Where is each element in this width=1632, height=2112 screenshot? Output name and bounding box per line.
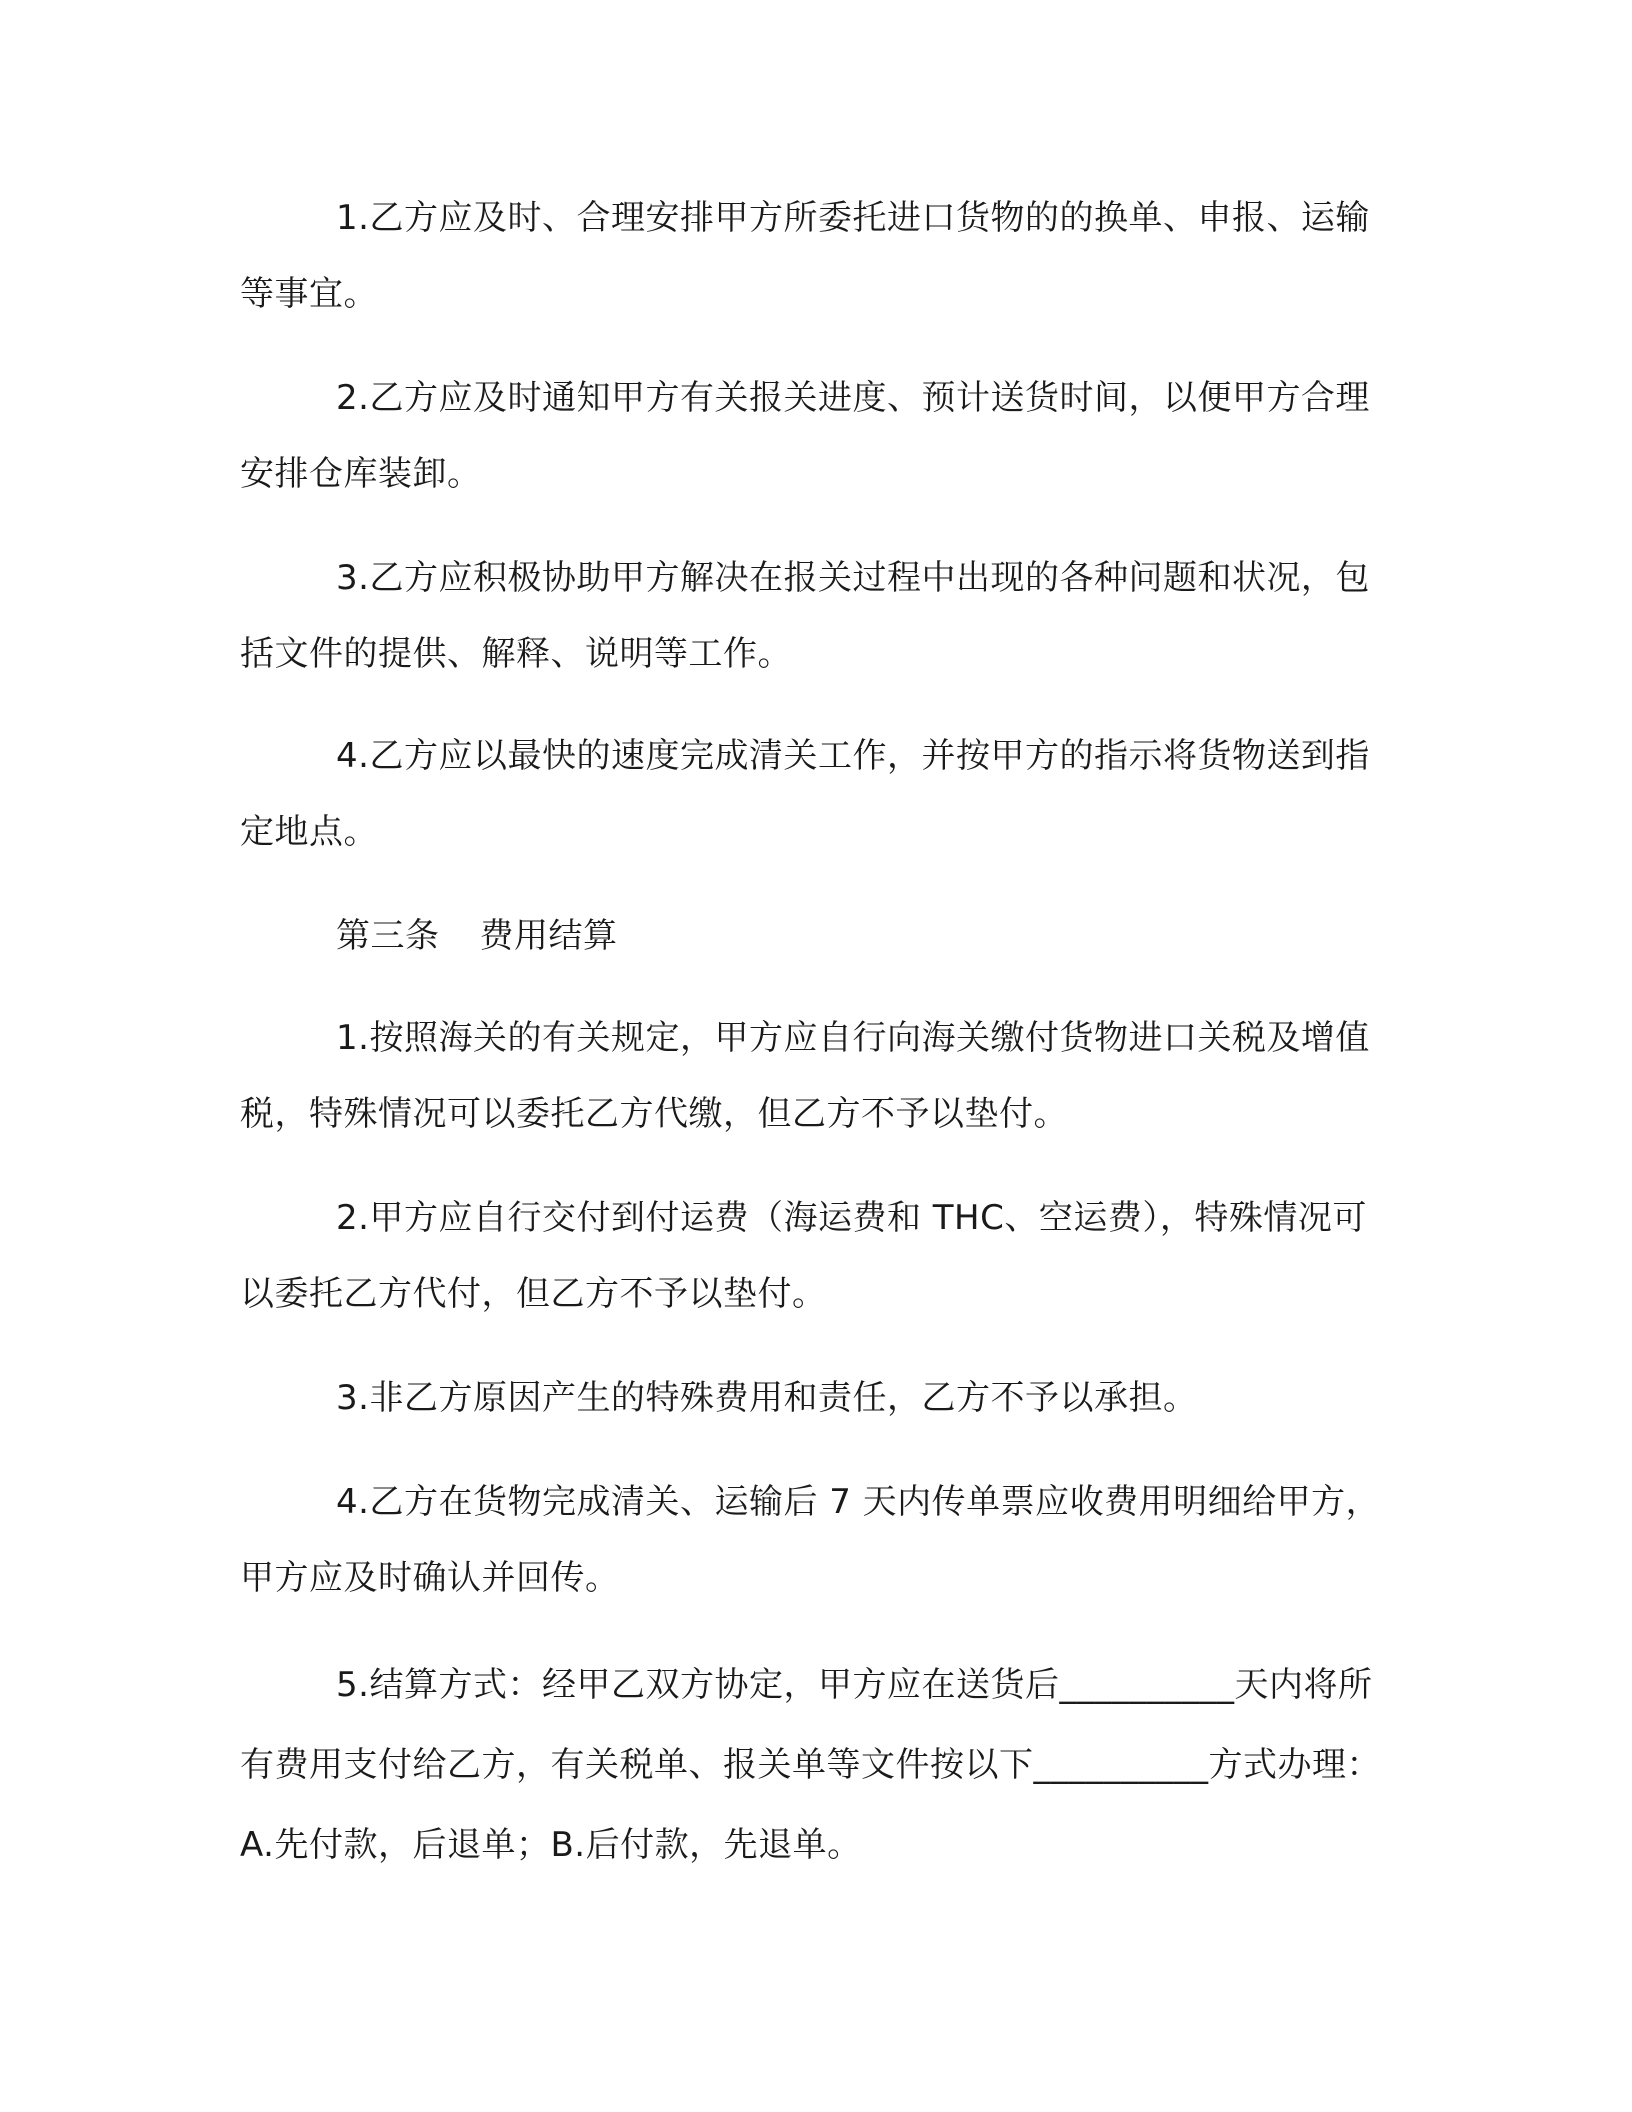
paragraph-obligation-4: 4.乙方应以最快的速度完成清关工作，并按甲方的指示将货物送到指定地点。 bbox=[240, 736, 1370, 852]
paragraph-fee-3: 3.非乙方原因产生的特殊费用和责任，乙方不予以承担。 bbox=[336, 1378, 1198, 1418]
section-number: 第三条 bbox=[336, 916, 440, 956]
paragraph-obligation-3: 3.乙方应积极协助甲方解决在报关过程中出现的各种问题和状况，包括文件的提供、解释、说明等工作。 bbox=[240, 558, 1370, 674]
paragraph-fee-1: 1.按照海关的有关规定，甲方应自行向海关缴付货物进口关税及增值税，特殊情况可以委托乙方代缴，但乙方不予以垫付。 bbox=[240, 1018, 1370, 1134]
section-title: 费用结算 bbox=[479, 916, 618, 956]
paragraph-obligation-1: 1.乙方应及时、合理安排甲方所委托进口货物的的换单、申报、运输等事宜。 bbox=[240, 198, 1370, 314]
paragraph-fee-5: 5.结算方式：经甲乙双方协定，甲方应在送货后__________天内将所有费用支付给乙方，有关税单、报关单等文件按以下__________方式办理：A.先付款，后退单；B.后付款，先退单。 bbox=[240, 1665, 1381, 1865]
paragraph-obligation-2: 2.乙方应及时通知甲方有关报关进度、预计送货时间，以便甲方合理安排仓库装卸。 bbox=[240, 378, 1370, 494]
paragraph-fee-2: 2.甲方应自行交付到付运费（海运费和 THC、空运费），特殊情况可以委托乙方代付，但乙方不予以垫付。 bbox=[240, 1198, 1367, 1314]
paragraph-fee-4: 4.乙方在货物完成清关、运输后 7 天内传单票应收费用明细给甲方，甲方应及时确认并回传。 bbox=[240, 1482, 1381, 1598]
section-heading bbox=[336, 898, 1236, 974]
